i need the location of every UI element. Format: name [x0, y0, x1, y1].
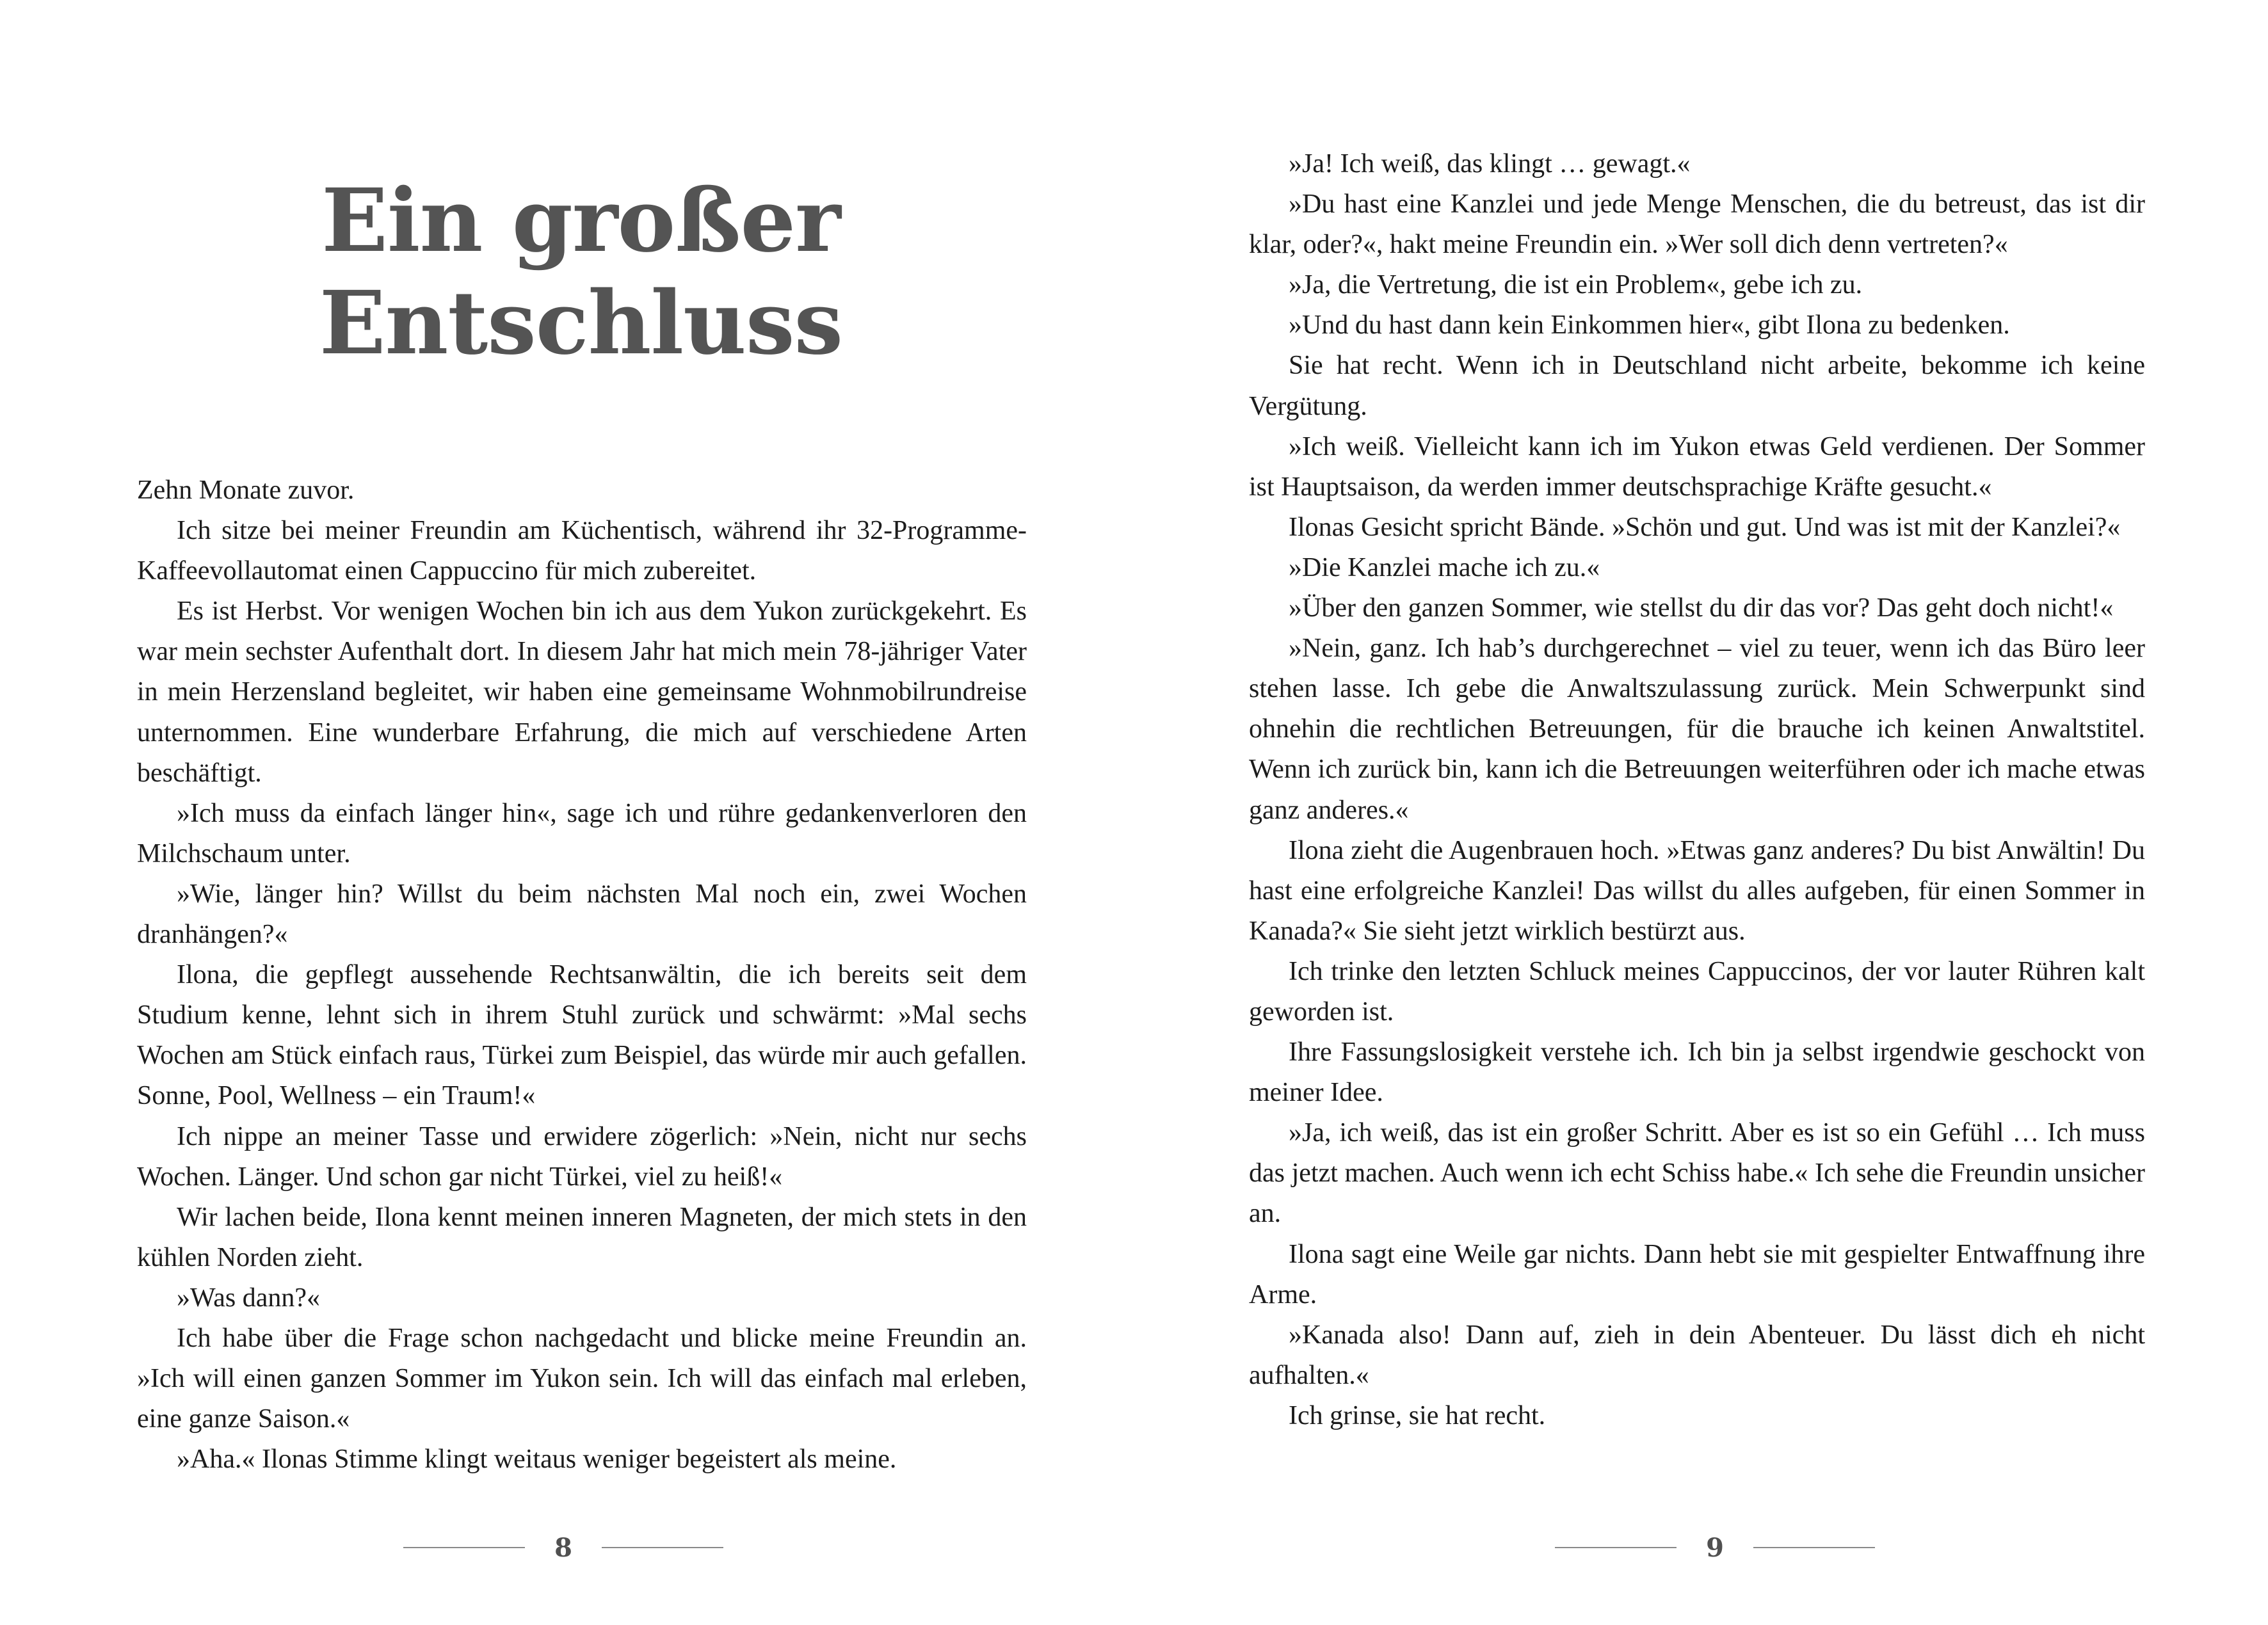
paragraph: »Ja, die Vertretung, die ist ein Problem«, gebe ich zu. [1289, 270, 1863, 300]
paragraph: Ilona, die gepflegt aussehende Rechtsanwältin, die ich bereits seit dem Studium kenne, lehnt sich in ihrem Stuhl zurück und schwärmt: »Mal sechs Wochen am Stück einfach raus, Türkei zum Beispiel, das würde mir auch gefallen. Sonne, Pool, Wellness – ein Traum!« [137, 960, 1027, 1111]
right-page [1134, 0, 2268, 1625]
paragraph: »Wie, länger hin? Willst du beim nächsten Mal noch ein, zwei Wochen dranhängen?« [137, 879, 1027, 950]
paragraph: »Was dann?« [177, 1283, 321, 1313]
paragraph: »Kanada also! Dann auf, zieh in dein Abenteuer. Du lässt dich eh nicht aufhalten.« [1249, 1320, 2145, 1390]
paragraph: Es ist Herbst. Vor wenigen Wochen bin ich aus dem Yukon zurückgekehrt. Es war mein sechster Aufenthalt dort. In diesem Jahr hat mich mein 78-jähriger Vater in mein Herzensland begleitet, wir haben eine gemeinsame Wohnmobilrundreise unternommen. Eine wunderbare Erfahrung, die mich auf verschiedene Arten beschäftigt. [137, 596, 1027, 788]
paragraph: »Über den ganzen Sommer, wie stellst du dir das vor? Das geht doch nicht!« [1289, 593, 2114, 623]
paragraph: »Ja, ich weiß, das ist ein großer Schritt. Aber es ist so ein Gefühl … Ich muss das jetzt machen. Auch wenn ich echt Schiss habe.« Ich sehe die Freundin unsicher an. [1249, 1118, 2145, 1229]
folio-rule-left [1555, 1547, 1677, 1548]
paragraph: Ich grinse, sie hat recht. [1289, 1400, 1546, 1430]
paragraph: Wir lachen beide, Ilona kennt meinen inneren Magneten, der mich stets in den kühlen Norden zieht. [137, 1202, 1027, 1272]
paragraph: »Die Kanzlei mache ich zu.« [1289, 552, 1600, 582]
paragraph: Ilona sagt eine Weile gar nichts. Dann hebt sie mit gespielter Entwaffnung ihre Arme. [1249, 1239, 2145, 1309]
paragraph: Ich nippe an meiner Tasse und erwidere zögerlich: »Nein, nicht nur sechs Wochen. Länger. Und schon gar nicht Türkei, viel zu heiß!« [137, 1121, 1027, 1192]
left-page-body [137, 470, 1027, 1480]
paragraph: »Ich weiß. Vielleicht kann ich im Yukon etwas Geld verdienen. Der Sommer ist Hauptsaison, da werden immer deutschsprachige Kräfte gesucht.« [1249, 431, 2145, 502]
page-number: 9 [1706, 1532, 1724, 1563]
paragraph: Ihre Fassungslosigkeit verstehe ich. Ich bin ja selbst irgendwie geschockt von meiner Idee. [1249, 1037, 2145, 1108]
paragraph: Sie hat recht. Wenn ich in Deutschland nicht arbeite, bekomme ich keine Vergütung. [1249, 351, 2145, 421]
folio-rule-right [1753, 1547, 1875, 1548]
paragraph: Ich trinke den letzten Schluck meines Cappuccinos, der vor lauter Rühren kalt geworden ist. [1249, 956, 2145, 1027]
paragraph: »Ja! Ich weiß, das klingt … gewagt.« [1289, 149, 1691, 179]
page-number: 8 [554, 1532, 572, 1563]
folio-rule-right [602, 1547, 723, 1548]
paragraph: Ich habe über die Frage schon nachgedacht und blicke meine Freundin an. »Ich will einen ganzen Sommer im Yukon sein. Ich will das einfach mal erleben, eine ganze Saison.« [137, 1323, 1027, 1434]
paragraph: »Nein, ganz. Ich hab’s durchgerechnet – viel zu teuer, wenn ich das Büro leer stehen lasse. Ich gebe die Anwaltszulassung zurück. Mein Schwerpunkt sind ohnehin die rechtlichen Betreuungen, für die brauche ich keinen Anwaltstitel. Wenn ich zurück bin, kann ich die Betreuungen weiterführen oder ich mache etwas ganz anderes.« [1249, 634, 2145, 825]
paragraph: »Ich muss da einfach länger hin«, sage ich und rühre gedankenverloren den Milchschaum unter. [137, 798, 1027, 869]
paragraph: Ilona zieht die Augenbrauen hoch. »Etwas ganz anderes? Du bist Anwältin! Du hast eine erfolgreiche Kanzlei! Das willst du alles aufgeben, für einen Sommer in Kanada?« Sie sieht jetzt wirklich bestürzt aus. [1249, 835, 2145, 946]
paragraph: »Und du hast dann kein Einkommen hier«, gibt Ilona zu bedenken. [1289, 310, 2010, 340]
page-number-footer [403, 1528, 723, 1567]
chapter-title-line-2: Entschluss [319, 272, 843, 374]
folio-rule-left [403, 1547, 525, 1548]
paragraph: Ilonas Gesicht spricht Bände. »Schön und gut. Und was ist mit der Kanzlei?« [1289, 512, 2121, 542]
paragraph: Ich sitze bei meiner Freundin am Küchentisch, während ihr 32-Programme-Kaffeevollautomat einen Cappuccino für mich zubereitet. [137, 516, 1027, 586]
page-number-footer [1555, 1528, 1875, 1567]
chapter-title-line-1: Ein großer [321, 170, 840, 272]
paragraph: Zehn Monate zuvor. [137, 476, 355, 505]
chapter-title [134, 170, 1027, 374]
paragraph: »Aha.« Ilonas Stimme klingt weitaus weniger begeistert als meine. [177, 1445, 897, 1475]
paragraph: »Du hast eine Kanzlei und jede Menge Menschen, die du betreust, das ist dir klar, oder?«, hakt meine Freundin ein. »Wer soll dich denn vertreten?« [1249, 189, 2145, 260]
right-page-body [1249, 144, 2145, 1436]
